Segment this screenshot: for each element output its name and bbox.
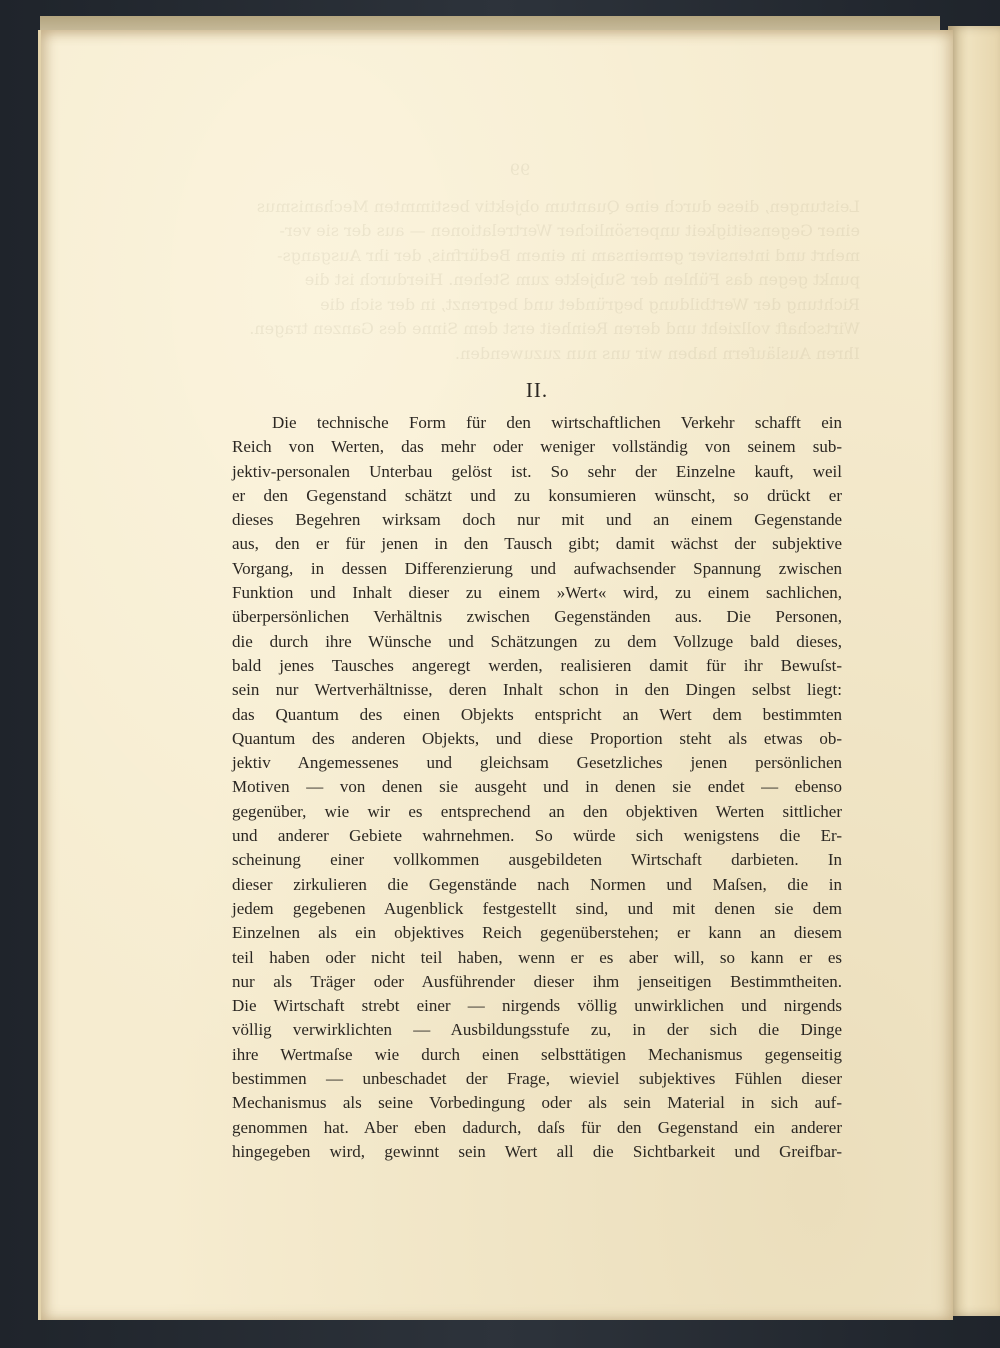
body-line: Motiven — von denen sie ausgeht und in denen sie endet — ebenso [232, 777, 842, 797]
body-line: scheinung einer vollkommen ausgebildeten Wirtschaft darbieten. In [232, 850, 842, 870]
body-line: Einzelnen als ein objektives Reich gegenüberstehen; er kann an diesem [232, 923, 842, 943]
body-line: Mechanismus als seine Vorbedingung oder als sein Material in sich auf- [232, 1093, 842, 1113]
body-line: genommen hat. Aber eben dadurch, daſs für den Gegenstand ein anderer [232, 1117, 842, 1137]
body-line: Die technische Form für den wirtschaftlichen Verkehr schafft ein [272, 413, 842, 432]
body-line: jektiv Angemessenes und gleichsam Gesetzliches jenen persönlichen [232, 753, 842, 773]
body-line: das Quantum des einen Objekts entspricht an Wert dem bestimmten [232, 704, 842, 724]
body-line: bald jenes Tausches angeregt werden, realisieren damit für ihr Bewuſst- [232, 655, 842, 675]
body-line: jektiv-personalen Unterbau gelöst ist. So sehr der Einzelne kauft, weil [232, 461, 842, 481]
next-page-edge [948, 26, 1000, 1316]
body-line: Vorgang, in dessen Differenzierung und aufwachsender Spannung zwischen [232, 558, 842, 578]
body-line: bestimmen — unbeschadet der Frage, wieviel subjektives Fühlen dieser [232, 1069, 842, 1089]
body-line: Quantum des anderen Objekts, und diese Proportion steht als etwas ob- [232, 728, 842, 748]
body-line: aus, den er für jenen in den Tausch gibt; damit wächst der subjektive [232, 534, 842, 554]
body-line: teil haben oder nicht teil haben, wenn er es aber will, so kann er es [232, 947, 842, 967]
page-content [232, 378, 842, 1164]
body-line: dieser zirkulieren die Gegenstände nach Normen und Maſsen, die in [232, 874, 842, 894]
body-line: gegenüber, wie wir es entsprechend an den objektiven Werten sittlicher [232, 801, 842, 821]
body-line: überpersönlichen Verhältnis zwischen Gegenständen aus. Die Personen, [232, 607, 842, 627]
body-line: und anderer Gebiete wahrnehmen. So würde sich wenigstens die Er- [232, 826, 842, 846]
body-line: jedem gegebenen Augenblick festgestellt sind, und mit denen sie dem [232, 898, 842, 918]
body-line: er den Gegenstand schätzt und zu konsumieren wünscht, so drückt er [232, 485, 842, 505]
body-line: die durch ihre Wünsche und Schätzungen zu dem Vollzuge bald dieses, [232, 631, 842, 651]
body-line: hingegeben wird, gewinnt sein Wert all die Sichtbarkeit und Greifbar- [232, 1141, 842, 1161]
body-line: völlig verwirklichten — Ausbildungsstufe zu, in der sich die Dinge [232, 1020, 842, 1040]
body-line: Die Wirtschaft strebt einer — nirgends völlig unwirklichen und nirgends [232, 996, 842, 1016]
body-line: nur als Träger oder Ausführender dieser ihm jenseitigen Bestimmtheiten. [232, 971, 842, 991]
body-line: Funktion und Inhalt dieser zu einem »Wert« wird, zu einem sachlichen, [232, 583, 842, 603]
body-line: sein nur Wertverhältnisse, deren Inhalt schon in den Dingen selbst liegt: [232, 680, 842, 700]
body-line: dieses Begehren wirksam doch nur mit und an einem Gegenstande [232, 510, 842, 530]
section-heading: II. [525, 378, 549, 402]
body-line: ihre Wertmaſse wie durch einen selbsttätigen Mechanismus gegenseitig [232, 1044, 842, 1064]
body-line: Reich von Werten, das mehr oder weniger vollständig von seinem sub- [232, 437, 842, 457]
